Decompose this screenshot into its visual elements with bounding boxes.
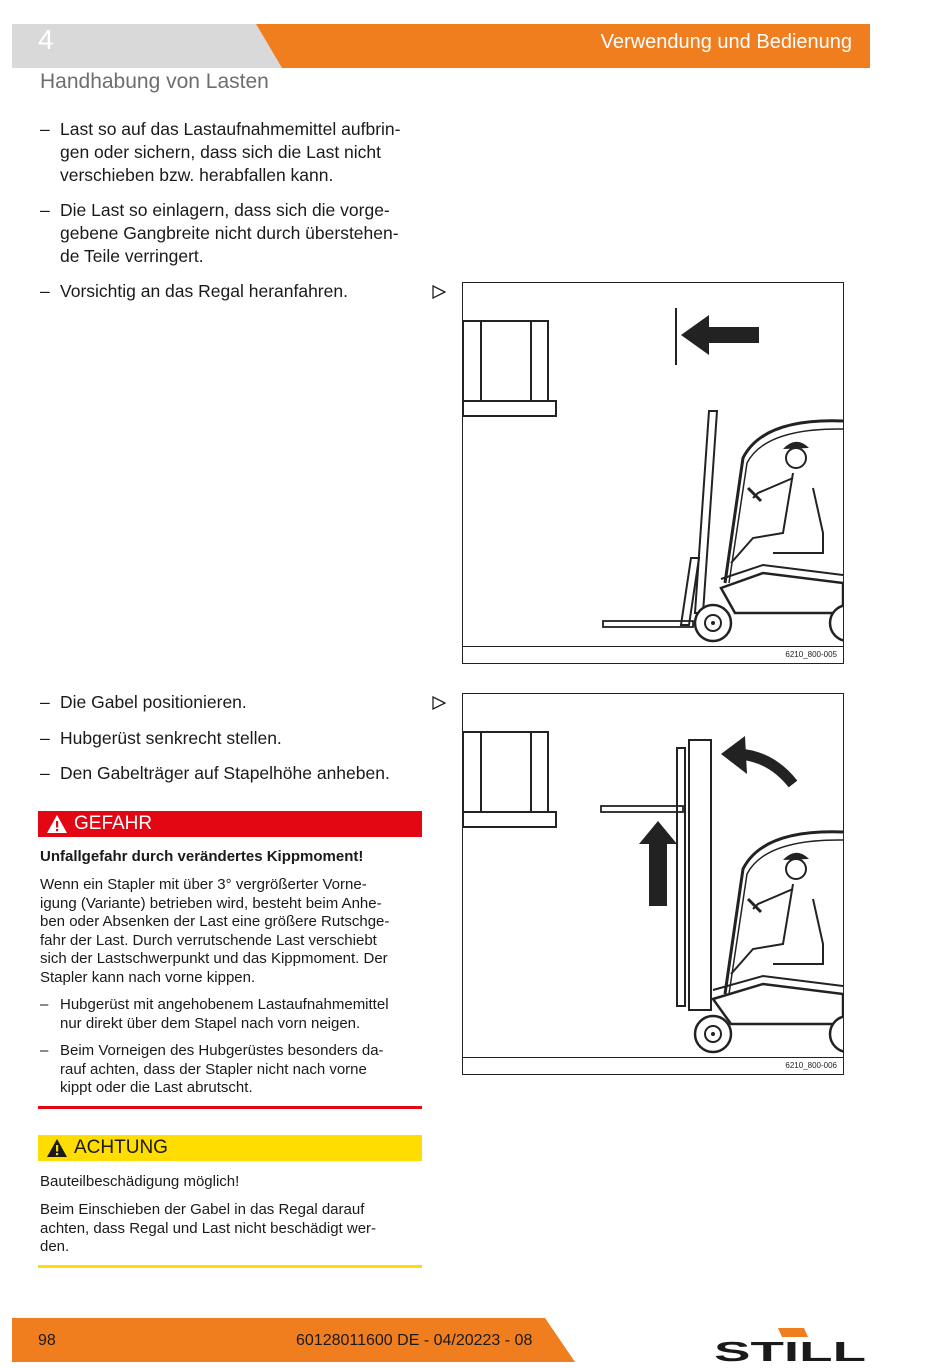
figure-code: 6210_800-006	[785, 1061, 837, 1070]
svg-text:STILL: STILL	[714, 1336, 866, 1364]
figure-code: 6210_800-005	[785, 650, 837, 659]
caution-title: Bauteilbeschädigung möglich!	[40, 1173, 240, 1190]
forklift-lift-illustration	[462, 693, 844, 1075]
triangle-right-icon	[432, 696, 446, 710]
danger-header	[38, 811, 422, 837]
danger-label: GEFAHR	[74, 813, 153, 834]
page-footer	[0, 1318, 950, 1366]
forklift-approach-illustration	[462, 282, 844, 664]
triangle-right-icon	[432, 285, 446, 299]
chapter-number: 4	[38, 24, 54, 55]
instruction-step: – Vorsichtig an das Regal heranfahren.	[40, 281, 348, 301]
floor-line	[463, 646, 843, 647]
warning-triangle-icon	[46, 814, 68, 834]
caution-body: Beim Einschieben der Gabel in das Regal darauf achten, dass Regal und Last nicht beschädigt wer- den.	[40, 1201, 377, 1255]
warning-triangle-icon	[46, 1138, 68, 1158]
page-header	[0, 0, 950, 68]
caution-rule	[38, 1265, 422, 1268]
instruction-step: – Die Last so einlagern, dass sich die vorge- gebene Gangbreite nicht durch überstehen- de Teile verringert.	[40, 200, 399, 266]
document-code: 60128011600 DE - 04/20223 - 08	[296, 1332, 533, 1349]
danger-bullet: – Hubgerüst mit angehobenem Lastaufnahmemittel nur direkt über dem Stapel nach vorn neigen.	[40, 996, 389, 1032]
danger-bullet: – Beim Vorneigen des Hubgerüstes besonders da- rauf achten, dass der Stapler nicht nach vorne kippt oder die Last abrutscht.	[40, 1042, 384, 1096]
instruction-step: – Die Gabel positionieren.	[40, 692, 247, 712]
caution-header	[38, 1135, 422, 1161]
section-title: Handhabung von Lasten	[40, 70, 269, 93]
danger-body: Wenn ein Stapler mit über 3° vergrößerter Vorne- igung (Variante) betrieben wird, besteht beim Anhe- ben oder Absenken der Last eine größere Rutschge- fahr der Last. Durch verrutschende Last verschiebt sich der Lastschwerpunkt und das Kippmoment. Der Stapler kann nach vorne kippen.	[40, 876, 390, 986]
instruction-step: – Hubgerüst senkrecht stellen.	[40, 728, 282, 748]
instruction-step: – Den Gabelträger auf Stapelhöhe anheben.	[40, 763, 390, 783]
still-logo	[712, 1326, 872, 1364]
instruction-step: – Last so auf das Lastaufnahmemittel aufbrin- gen oder sichern, dass sich die Last nicht verschieben bzw. herabfallen kann.	[40, 119, 401, 185]
forklift-approach-drawing	[463, 283, 843, 647]
caution-label: ACHTUNG	[74, 1137, 168, 1158]
chapter-title: Verwendung und Bedienung	[600, 31, 852, 53]
danger-title: Unfallgefahr durch verändertes Kippmoment!	[40, 848, 364, 865]
forklift-lift-drawing	[463, 694, 843, 1058]
floor-line	[463, 1057, 843, 1058]
danger-rule	[38, 1106, 422, 1109]
page-number: 98	[38, 1332, 56, 1349]
